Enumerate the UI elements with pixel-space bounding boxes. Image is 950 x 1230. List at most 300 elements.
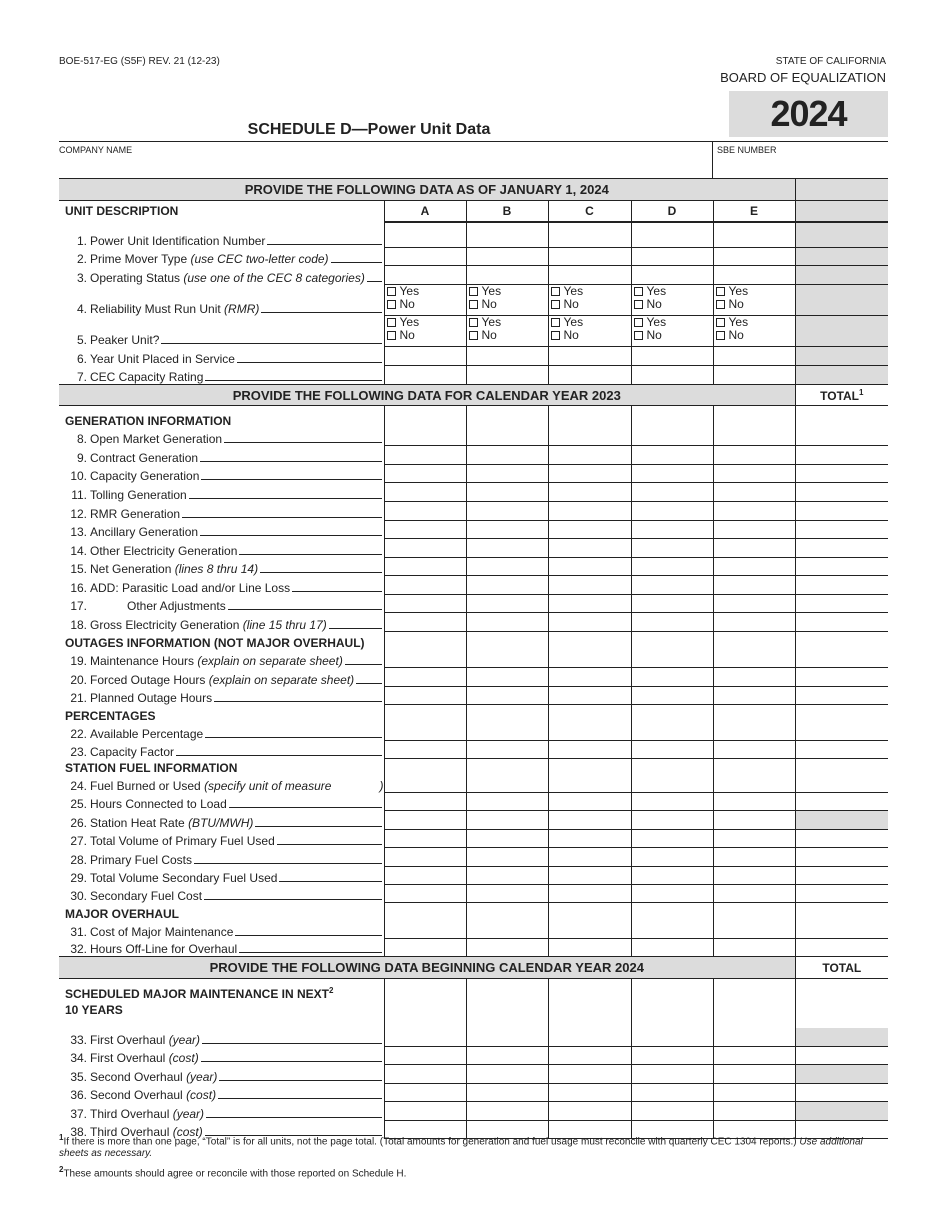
line-text: Ancillary Generation [90, 524, 199, 539]
unit-cell-a[interactable] [384, 650, 466, 668]
unit-cell-b[interactable] [466, 222, 548, 248]
line-text: Year Unit Placed in Service [90, 351, 235, 366]
unit-cell-b[interactable] [466, 502, 548, 521]
unit-cell-e[interactable] [713, 723, 795, 741]
yes-checkbox[interactable]: Yes [716, 285, 795, 298]
unit-cell-a[interactable] [384, 316, 466, 347]
unit-cell-e[interactable] [713, 316, 795, 347]
no-checkbox[interactable]: No [387, 329, 466, 342]
unit-cell-a[interactable] [384, 793, 466, 811]
unit-cell-b[interactable] [466, 723, 548, 741]
unit-cell-b[interactable] [466, 687, 548, 705]
unit-cell-d[interactable] [631, 266, 713, 285]
unit-cell-e[interactable] [713, 979, 795, 1028]
unit-cell-d[interactable] [631, 316, 713, 347]
line-number: 7. [76, 370, 87, 384]
line-text: Fuel Burned or Used (specify unit of measure ) [90, 778, 384, 793]
unit-cell-a[interactable] [384, 576, 466, 595]
unit-cell-a[interactable] [384, 723, 466, 741]
unit-cell-d[interactable] [631, 406, 713, 428]
unit-cell-c[interactable] [548, 316, 631, 347]
unit-cell-b[interactable] [466, 650, 548, 668]
yes-checkbox[interactable]: Yes [634, 285, 713, 298]
unit-cell-b[interactable] [466, 867, 548, 885]
unit-cell-b[interactable] [466, 465, 548, 483]
yes-checkbox[interactable]: Yes [716, 316, 795, 329]
unit-cell-d[interactable] [631, 558, 713, 576]
unit-cell-a[interactable] [384, 595, 466, 613]
unit-cell-b[interactable] [466, 428, 548, 446]
unit-cell-b[interactable] [466, 446, 548, 465]
unit-cell-d[interactable] [631, 793, 713, 811]
unit-cell-d[interactable] [631, 939, 713, 957]
unit-cell-e[interactable] [713, 741, 795, 759]
unit-cell-e[interactable] [713, 921, 795, 939]
unit-cell-c[interactable] [548, 775, 631, 793]
total-cell[interactable] [795, 595, 888, 613]
unit-cell-b[interactable] [466, 347, 548, 366]
unit-cell-c[interactable] [548, 347, 631, 366]
unit-cell-e[interactable] [713, 867, 795, 885]
unit-cell-c[interactable] [548, 650, 631, 668]
unit-cell-c[interactable] [548, 483, 631, 502]
unit-cell-c[interactable] [548, 885, 631, 903]
unit-cell-d[interactable] [631, 1047, 713, 1065]
section-title: PROVIDE THE FOLLOWING DATA AS OF JANUARY 1, 2024 [59, 179, 795, 201]
unit-cell-a[interactable] [384, 705, 466, 723]
unit-cell-a[interactable] [384, 848, 466, 867]
unit-cell-b[interactable] [466, 632, 548, 650]
unit-cell-b[interactable] [466, 903, 548, 921]
unit-cell-b[interactable] [466, 759, 548, 775]
leader-line [237, 362, 382, 363]
unit-cell-b[interactable] [466, 939, 548, 957]
unit-cell-d[interactable] [631, 885, 713, 903]
total-cell[interactable] [795, 830, 888, 848]
unit-cell-b[interactable] [466, 885, 548, 903]
leader-line [201, 479, 381, 480]
total-cell[interactable] [795, 1084, 888, 1102]
unit-cell-c[interactable] [548, 1084, 631, 1102]
unit-cell-d[interactable] [631, 285, 713, 316]
unit-cell-b[interactable] [466, 1065, 548, 1084]
unit-cell-c[interactable] [548, 406, 631, 428]
unit-cell-c[interactable] [548, 811, 631, 830]
unit-cell-e[interactable] [713, 811, 795, 830]
unit-cell-d[interactable] [631, 595, 713, 613]
unit-cell-e[interactable] [713, 366, 795, 385]
unit-cell-a[interactable] [384, 285, 466, 316]
unit-cell-c[interactable] [548, 366, 631, 385]
line-number: 1. [76, 233, 87, 248]
unit-cell-e[interactable] [713, 558, 795, 576]
unit-cell-a[interactable] [384, 885, 466, 903]
unit-cell-a[interactable] [384, 347, 466, 366]
no-checkbox[interactable]: No [716, 298, 795, 311]
unit-cell-a[interactable] [384, 1047, 466, 1065]
unit-cell-d[interactable] [631, 1065, 713, 1084]
yes-checkbox[interactable]: Yes [551, 285, 631, 298]
total-header: TOTAL [795, 957, 888, 979]
total-cell[interactable] [795, 539, 888, 558]
unit-cell-e[interactable] [713, 483, 795, 502]
unit-cell-a[interactable] [384, 939, 466, 957]
no-checkbox[interactable]: No [469, 329, 548, 342]
unit-cell-e[interactable] [713, 347, 795, 366]
unit-cell-d[interactable] [631, 465, 713, 483]
unit-cell-c[interactable] [548, 428, 631, 446]
unit-cell-d[interactable] [631, 632, 713, 650]
unit-cell-a[interactable] [384, 248, 466, 266]
unit-cell-d[interactable] [631, 428, 713, 446]
unit-cell-c[interactable] [548, 248, 631, 266]
unit-cell-e[interactable] [713, 521, 795, 539]
leader-line [224, 442, 381, 443]
unit-cell-b[interactable] [466, 1047, 548, 1065]
unit-cell-c[interactable] [548, 521, 631, 539]
unit-cell-d[interactable] [631, 903, 713, 921]
unit-cell-c[interactable] [548, 979, 631, 1028]
unit-cell-b[interactable] [466, 921, 548, 939]
total-cell[interactable] [795, 613, 888, 632]
total-cell[interactable] [795, 576, 888, 595]
no-checkbox[interactable]: No [551, 329, 631, 342]
total-cell[interactable] [795, 867, 888, 885]
total-cell[interactable] [795, 558, 888, 576]
unit-cell-e[interactable] [713, 1047, 795, 1065]
unit-cell-c[interactable] [548, 595, 631, 613]
unit-cell-c[interactable] [548, 502, 631, 521]
unit-cell-e[interactable] [713, 1084, 795, 1102]
unit-cell-c[interactable] [548, 741, 631, 759]
unit-cell-a[interactable] [384, 502, 466, 521]
unit-cell-d[interactable] [631, 502, 713, 521]
total-cell[interactable] [795, 939, 888, 957]
total-cell[interactable] [795, 921, 888, 939]
yes-checkbox[interactable]: Yes [551, 316, 631, 329]
unit-cell-a[interactable] [384, 775, 466, 793]
page-title: SCHEDULE D—Power Unit Data [247, 121, 491, 138]
unit-cell-d[interactable] [631, 668, 713, 687]
yes-checkbox[interactable]: Yes [387, 285, 466, 298]
unit-cell-a[interactable] [384, 266, 466, 285]
unit-cell-b[interactable] [466, 848, 548, 867]
unit-cell-a[interactable] [384, 446, 466, 465]
line-number: 26. [70, 815, 87, 830]
unit-cell-b[interactable] [466, 979, 548, 1028]
total-cell[interactable] [795, 521, 888, 539]
unit-cell-c[interactable] [548, 1028, 631, 1047]
unit-cell-e[interactable] [713, 465, 795, 483]
total-cell[interactable] [795, 502, 888, 521]
unit-cell-b[interactable] [466, 316, 548, 347]
total-cell[interactable] [795, 650, 888, 668]
no-checkbox[interactable]: No [469, 298, 548, 311]
unit-cell-b[interactable] [466, 366, 548, 385]
unit-cell-b[interactable] [466, 595, 548, 613]
line-text: Second Overhaul (cost) [90, 1087, 217, 1102]
unit-cell-c[interactable] [548, 266, 631, 285]
unit-cell-b[interactable] [466, 521, 548, 539]
unit-cell-b[interactable] [466, 483, 548, 502]
unit-cell-e[interactable] [713, 266, 795, 285]
unit-cell-e[interactable] [713, 848, 795, 867]
unit-cell-b[interactable] [466, 576, 548, 595]
unit-cell-a[interactable] [384, 222, 466, 248]
total-cell[interactable] [795, 687, 888, 705]
unit-cell-a[interactable] [384, 406, 466, 428]
unit-cell-e[interactable] [713, 830, 795, 848]
unit-cell-b[interactable] [466, 668, 548, 687]
unit-cell-e[interactable] [713, 539, 795, 558]
line-number: 20. [70, 672, 87, 687]
unit-cell-c[interactable] [548, 1047, 631, 1065]
unit-cell-b[interactable] [466, 741, 548, 759]
unit-cell-e[interactable] [713, 446, 795, 465]
unit-cell-a[interactable] [384, 867, 466, 885]
unit-cell-c[interactable] [548, 539, 631, 558]
unit-cell-d[interactable] [631, 222, 713, 248]
unit-cell-d[interactable] [631, 848, 713, 867]
unit-cell-b[interactable] [466, 266, 548, 285]
unit-cell-e[interactable] [713, 668, 795, 687]
sbe-number-field[interactable]: SBE NUMBER [717, 145, 777, 155]
unit-cell-a[interactable] [384, 613, 466, 632]
unit-cell-d[interactable] [631, 723, 713, 741]
unit-cell-c[interactable] [548, 632, 631, 650]
unit-cell-d[interactable] [631, 347, 713, 366]
total-cell[interactable] [795, 428, 888, 446]
unit-cell-a[interactable] [384, 811, 466, 830]
unit-cell-e[interactable] [713, 1028, 795, 1047]
unit-cell-e[interactable] [713, 595, 795, 613]
unit-cell-d[interactable] [631, 576, 713, 595]
unit-cell-c[interactable] [548, 687, 631, 705]
unit-cell-c[interactable] [548, 613, 631, 632]
unit-cell-c[interactable] [548, 222, 631, 248]
unit-cell-b[interactable] [466, 539, 548, 558]
unit-cell-b[interactable] [466, 793, 548, 811]
unit-cell-b[interactable] [466, 830, 548, 848]
yes-checkbox[interactable]: Yes [634, 316, 713, 329]
total-cell [795, 1102, 888, 1121]
line-label [59, 613, 384, 632]
unit-cell-b[interactable] [466, 705, 548, 723]
unit-cell-e[interactable] [713, 248, 795, 266]
unit-cell-d[interactable] [631, 775, 713, 793]
unit-cell-e[interactable] [713, 903, 795, 921]
total-cell[interactable] [795, 668, 888, 687]
unit-cell-c[interactable] [548, 759, 631, 775]
unit-cell-c[interactable] [548, 558, 631, 576]
total-cell[interactable] [795, 848, 888, 867]
leader-line [214, 701, 381, 702]
line-text: Net Generation (lines 8 thru 14) [90, 561, 259, 576]
total-cell[interactable] [795, 446, 888, 465]
line-number: 4. [76, 301, 87, 316]
unit-cell-c[interactable] [548, 1102, 631, 1121]
unit-cell-d[interactable] [631, 1028, 713, 1047]
unit-cell-a[interactable] [384, 483, 466, 502]
unit-cell-e[interactable] [713, 885, 795, 903]
unit-cell-c[interactable] [548, 285, 631, 316]
unit-cell-a[interactable] [384, 632, 466, 650]
unit-cell-a[interactable] [384, 830, 466, 848]
unit-cell-b[interactable] [466, 1028, 548, 1047]
unit-cell-a[interactable] [384, 366, 466, 385]
unit-cell-d[interactable] [631, 979, 713, 1028]
unit-cell-c[interactable] [548, 465, 631, 483]
unit-cell-a[interactable] [384, 1065, 466, 1084]
unit-cell-a[interactable] [384, 521, 466, 539]
unit-cell-d[interactable] [631, 483, 713, 502]
total-cell[interactable] [795, 465, 888, 483]
footnote-1: $^1$If there is more than one page, “Total” is for all units, not the page total. (Total amounts for generation and fuel usage must reconcile with quarterly CEC 1304 reports.) Use additional sheets as necessary. [59, 1133, 863, 1160]
company-name-field[interactable]: COMPANY NAME [59, 145, 133, 155]
unit-cell-b[interactable] [466, 558, 548, 576]
unit-cell-d[interactable] [631, 1084, 713, 1102]
unit-cell-c[interactable] [548, 939, 631, 957]
unit-cell-d[interactable] [631, 613, 713, 632]
unit-cell-e[interactable] [713, 793, 795, 811]
total-cell [795, 811, 888, 830]
unit-cell-e[interactable] [713, 1102, 795, 1121]
unit-cell-e[interactable] [713, 687, 795, 705]
total-cell[interactable] [795, 759, 888, 775]
line-text: Primary Fuel Costs [90, 852, 193, 867]
unit-cell-c[interactable] [548, 1065, 631, 1084]
unit-cell-e[interactable] [713, 632, 795, 650]
unit-cell-a[interactable] [384, 1028, 466, 1047]
unit-cell-d[interactable] [631, 687, 713, 705]
unit-cell-e[interactable] [713, 705, 795, 723]
unit-cell-d[interactable] [631, 539, 713, 558]
unit-cell-e[interactable] [713, 775, 795, 793]
unit-cell-d[interactable] [631, 741, 713, 759]
unit-cell-c[interactable] [548, 848, 631, 867]
line-number: 2. [76, 251, 87, 266]
unit-cell-b[interactable] [466, 1084, 548, 1102]
unit-cell-d[interactable] [631, 921, 713, 939]
unit-cell-a[interactable] [384, 979, 466, 1028]
unit-cell-d[interactable] [631, 446, 713, 465]
total-cell[interactable] [795, 723, 888, 741]
unit-cell-a[interactable] [384, 465, 466, 483]
unit-cell-c[interactable] [548, 921, 631, 939]
unit-cell-b[interactable] [466, 613, 548, 632]
total-cell[interactable] [795, 885, 888, 903]
unit-cell-b[interactable] [466, 775, 548, 793]
unit-cell-a[interactable] [384, 558, 466, 576]
unit-cell-e[interactable] [713, 613, 795, 632]
total-cell[interactable] [795, 705, 888, 723]
no-checkbox[interactable]: No [716, 329, 795, 342]
unit-cell-d[interactable] [631, 830, 713, 848]
line-number: 37. [70, 1106, 87, 1121]
unit-cell-d[interactable] [631, 811, 713, 830]
yes-checkbox[interactable]: Yes [469, 316, 548, 329]
unit-cell-d[interactable] [631, 705, 713, 723]
leader-line [267, 244, 381, 245]
unit-cell-b[interactable] [466, 1102, 548, 1121]
unit-cell-e[interactable] [713, 939, 795, 957]
group-header: OUTAGES INFORMATION (NOT MAJOR OVERHAUL) [65, 635, 365, 650]
unit-cell-a[interactable] [384, 539, 466, 558]
column-header: A [384, 201, 466, 222]
unit-cell-d[interactable] [631, 366, 713, 385]
unit-cell-c[interactable] [548, 576, 631, 595]
yes-checkbox[interactable]: Yes [469, 285, 548, 298]
unit-cell-d[interactable] [631, 248, 713, 266]
unit-cell-a[interactable] [384, 759, 466, 775]
unit-cell-a[interactable] [384, 741, 466, 759]
unit-cell-e[interactable] [713, 502, 795, 521]
unit-cell-c[interactable] [548, 446, 631, 465]
total-cell[interactable] [795, 741, 888, 759]
no-checkbox[interactable]: No [551, 298, 631, 311]
unit-cell-a[interactable] [384, 903, 466, 921]
unit-cell-a[interactable] [384, 1102, 466, 1121]
total-cell[interactable] [795, 775, 888, 793]
unit-cell-e[interactable] [713, 285, 795, 316]
total-cell[interactable] [795, 793, 888, 811]
unit-cell-e[interactable] [713, 406, 795, 428]
unit-cell-c[interactable] [548, 867, 631, 885]
unit-cell-c[interactable] [548, 723, 631, 741]
unit-cell-e[interactable] [713, 759, 795, 775]
unit-cell-a[interactable] [384, 668, 466, 687]
unit-cell-b[interactable] [466, 285, 548, 316]
unit-cell-c[interactable] [548, 830, 631, 848]
unit-cell-e[interactable] [713, 428, 795, 446]
unit-cell-d[interactable] [631, 867, 713, 885]
unit-cell-e[interactable] [713, 576, 795, 595]
line-label [59, 939, 384, 957]
unit-cell-a[interactable] [384, 1084, 466, 1102]
yes-checkbox[interactable]: Yes [387, 316, 466, 329]
no-checkbox[interactable]: No [634, 298, 713, 311]
unit-cell-e[interactable] [713, 222, 795, 248]
total-cell[interactable] [795, 406, 888, 428]
unit-cell-b[interactable] [466, 811, 548, 830]
total-cell[interactable] [795, 483, 888, 502]
line-number: 12. [70, 506, 87, 521]
line-text: Tolling Generation [90, 487, 187, 502]
unit-cell-c[interactable] [548, 793, 631, 811]
unit-cell-a[interactable] [384, 428, 466, 446]
unit-cell-d[interactable] [631, 1102, 713, 1121]
total-cell[interactable] [795, 903, 888, 921]
unit-cell-c[interactable] [548, 668, 631, 687]
unit-cell-b[interactable] [466, 406, 548, 428]
unit-cell-d[interactable] [631, 521, 713, 539]
no-checkbox[interactable]: No [387, 298, 466, 311]
total-cell[interactable] [795, 979, 888, 1028]
total-cell[interactable] [795, 632, 888, 650]
no-checkbox[interactable]: No [634, 329, 713, 342]
total-cell[interactable] [795, 1047, 888, 1065]
unit-cell-d[interactable] [631, 759, 713, 775]
unit-cell-a[interactable] [384, 921, 466, 939]
line-label [59, 502, 384, 521]
unit-cell-a[interactable] [384, 687, 466, 705]
unit-cell-e[interactable] [713, 1065, 795, 1084]
unit-cell-c[interactable] [548, 705, 631, 723]
unit-cell-e[interactable] [713, 650, 795, 668]
unit-cell-b[interactable] [466, 248, 548, 266]
unit-cell-d[interactable] [631, 650, 713, 668]
unit-cell-c[interactable] [548, 903, 631, 921]
